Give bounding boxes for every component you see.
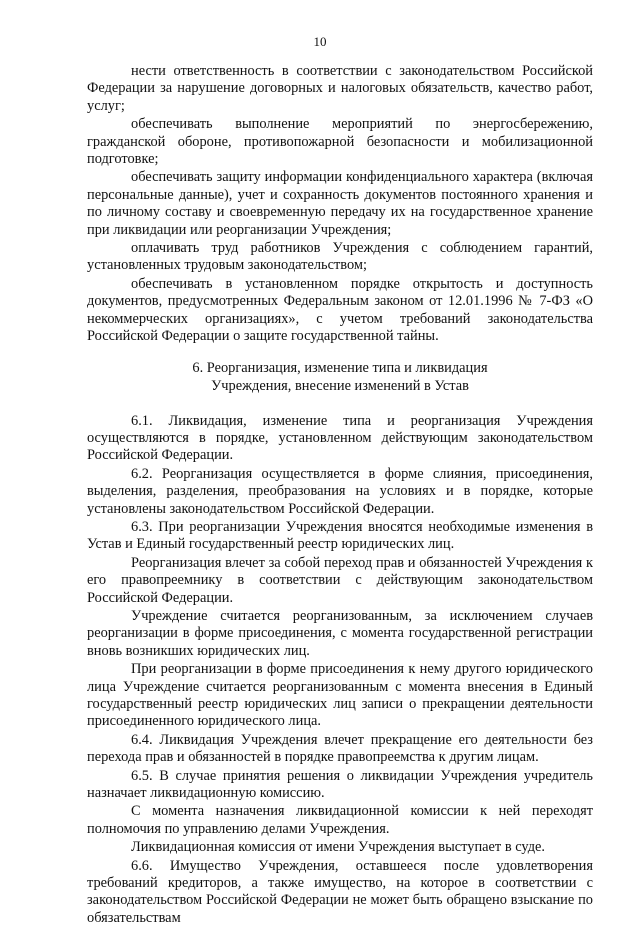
paragraph: Учреждение считается реорганизованным, за исключением случаев реорганизации в форме присоединения, с момента государственной регистрации вновь возникших юридических лиц. — [87, 607, 593, 659]
section-heading-line-1: 6. Реорганизация, изменение типа и ликвидация — [192, 359, 488, 376]
paragraph: 6.3. При реорганизации Учреждения вносятся необходимые изменения в Устав и Единый государственный реестр юридических лиц. — [87, 518, 593, 553]
document-body — [87, 63, 593, 927]
paragraph: При реорганизации в форме присоединения к нему другого юридического лица Учреждение считается реорганизованным с момента внесения в Единый государственный реестр юридических лиц записи о прекращении деятельности присоединенного юридического лица. — [87, 661, 593, 730]
paragraph: обеспечивать защиту информации конфиденциального характера (включая персональные данные), учет и сохранность документов постоянного хранения и по личному составу и своевременную передачу их на государственное хранение при ликвидации или реорганизации Учреждения; — [87, 169, 593, 238]
section-heading-line-2: Учреждения, внесение изменений в Устав — [211, 377, 469, 394]
paragraph: нести ответственность в соответствии с законодательством Российской Федерации за нарушение договорных и налоговых обязательств, качество работ, услуг; — [87, 63, 593, 114]
paragraph: 6.4. Ликвидация Учреждения влечет прекращение его деятельности без перехода прав и обязанностей в порядке правопреемства к другим лицам. — [87, 731, 593, 766]
paragraph: обеспечивать выполнение мероприятий по энергосбережению, гражданской обороне, противопожарной безопасности и мобилизационной подготовке; — [87, 116, 593, 168]
section-heading — [87, 359, 593, 395]
paragraph: Реорганизация влечет за собой переход прав и обязанностей Учреждения к его правопреемнику в соответствии с действующим законодательством Российской Федерации. — [87, 554, 593, 606]
paragraph: обеспечивать в установленном порядке открытость и доступность документов, предусмотренных Федеральным законом от 12.01.1996 № 7-ФЗ «О некоммерческих организациях», с учетом требований законодательства Российской Федерации о защите государственной тайны. — [87, 275, 593, 345]
paragraph: 6.5. В случае принятия решения о ликвидации Учреждения учредитель назначает ликвидационную комиссию. — [87, 767, 593, 802]
paragraph: оплачивать труд работников Учреждения с соблюдением гарантий, установленных трудовым законодательством; — [87, 240, 593, 274]
paragraph: 6.2. Реорганизация осуществляется в форме слияния, присоединения, выделения, разделения, преобразования на условиях и в порядке, которые установлены законодательством Российской Федерации. — [87, 465, 593, 517]
paragraph: С момента назначения ликвидационной комиссии к ней переходят полномочия по управлению делами Учреждения. — [87, 803, 593, 837]
page-number: 10 — [313, 34, 327, 49]
paragraph: Ликвидационная комиссия от имени Учреждения выступает в суде. — [131, 839, 546, 856]
paragraph: 6.6. Имущество Учреждения, оставшееся после удовлетворения требований кредиторов, а также имущество, на которое в соответствии с законодательством Российской Федерации не может быть обращено взыскание по обязательствам — [87, 857, 593, 926]
paragraph: 6.1. Ликвидация, изменение типа и реорганизация Учреждения осуществляются в порядке, установленном действующим законодательством Российской Федерации. — [87, 412, 593, 464]
